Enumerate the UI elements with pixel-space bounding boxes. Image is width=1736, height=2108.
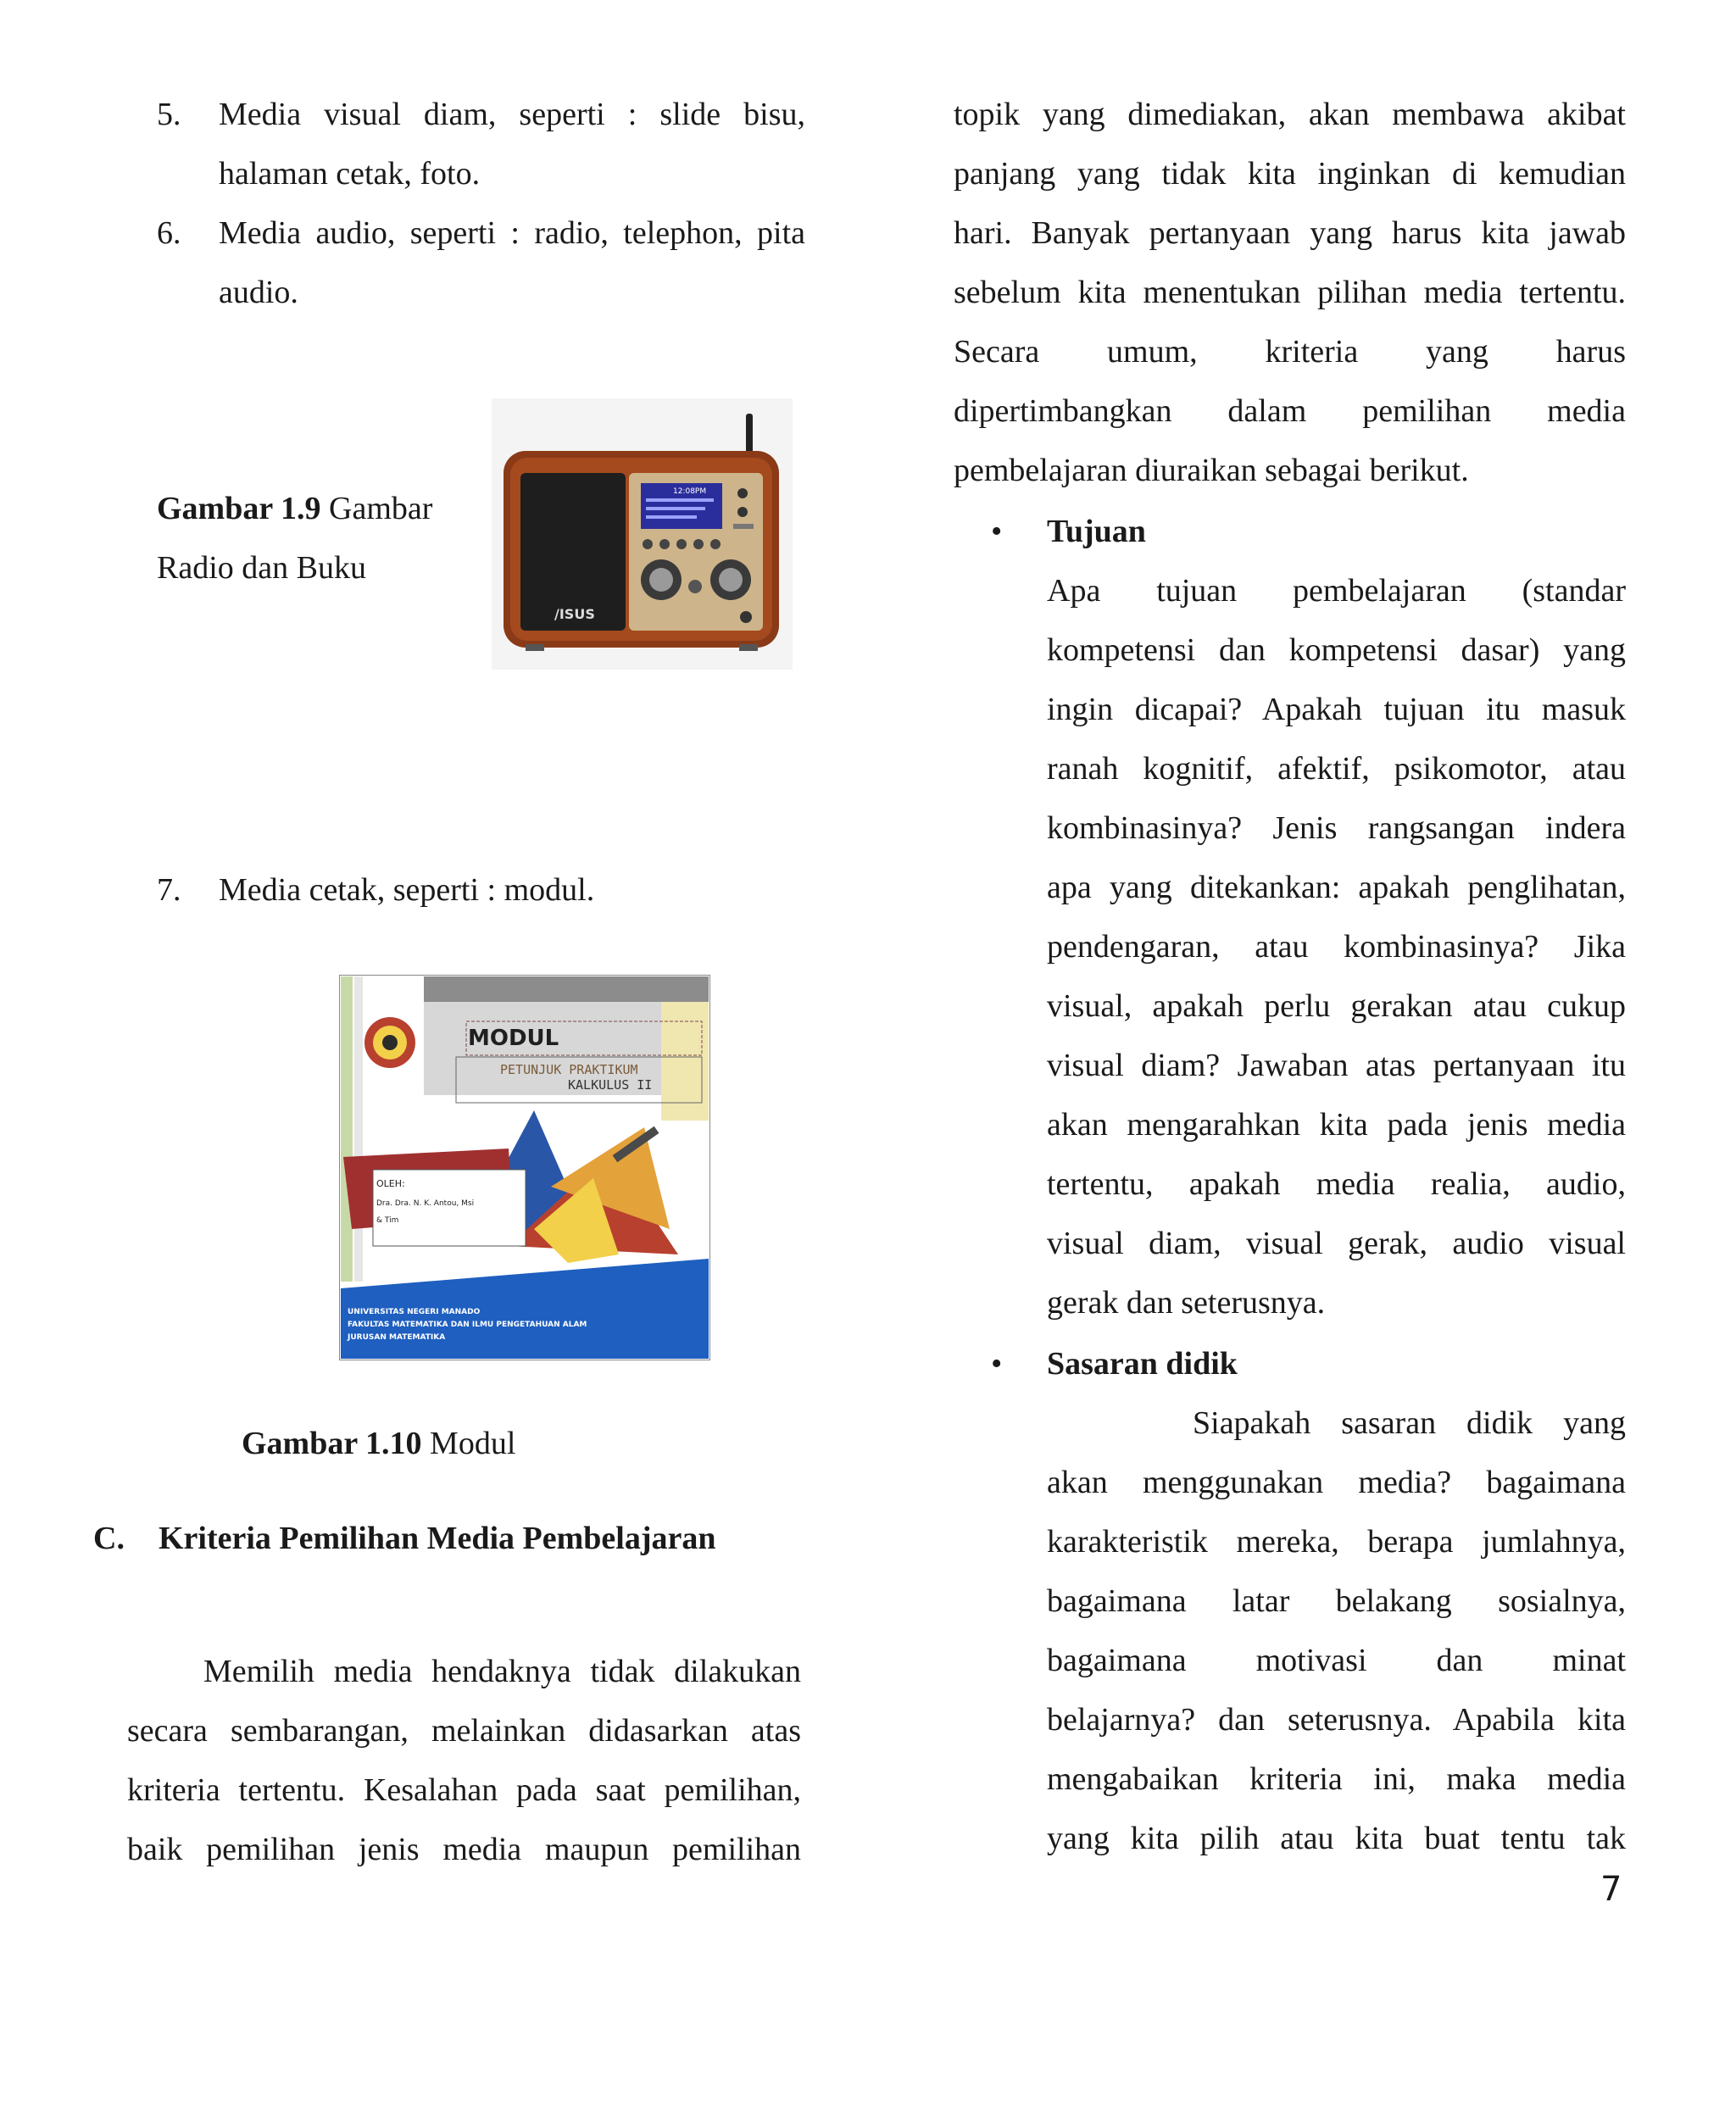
bullet-line: mengabaikan kriteria ini, maka media [1047, 1761, 1626, 1797]
left-paragraph [127, 1642, 801, 1879]
figure-caption-modul [242, 1414, 515, 1473]
intro-line: dipertimbangkan dalam pemilihan media [954, 393, 1626, 429]
cover-tim: & Tim [376, 1216, 399, 1225]
bullet-sasaran-heading [954, 1334, 1626, 1393]
list-text-line: audio. [219, 275, 298, 310]
bullet-title: Tujuan [1047, 514, 1146, 549]
bullet-line: ingin dicapai? Apakah tujuan itu masuk [1047, 692, 1626, 727]
paragraph-line: secara sembarangan, melainkan didasarkan atas [127, 1713, 801, 1749]
bullet-line: bagaimana motivasi dan minat [1047, 1643, 1626, 1678]
paragraph-line: Memilih media hendaknya tidak dilakukan [203, 1654, 801, 1689]
bullet-line: visual diam? Jawaban atas pertanyaan itu [1047, 1048, 1626, 1083]
left-column [93, 85, 805, 322]
intro-line: hari. Banyak pertanyaan yang harus kita jawab [954, 215, 1626, 251]
bullet-line: yang kita pilih atau kita buat tentu tak [1047, 1821, 1626, 1856]
caption-label: Gambar 1.10 [242, 1426, 422, 1461]
cover-oleh: OLEH: [376, 1178, 405, 1189]
bullet-line: akan menggunakan media? bagaimana [1047, 1465, 1626, 1500]
bullet-line: apa yang ditekankan: apakah penglihatan, [1047, 870, 1626, 905]
cover-subtitle: KALKULUS II [568, 1077, 653, 1093]
bullet-line: tertentu, apakah media realia, audio, [1047, 1166, 1626, 1202]
cover-title: MODUL [468, 1026, 559, 1051]
caption-text: Radio dan Buku [157, 550, 366, 586]
list-item [93, 85, 805, 203]
list-number: 6. [157, 215, 181, 251]
cover-footer: UNIVERSITAS NEGERI MANADO [348, 1308, 481, 1316]
list-text-line: halaman cetak, foto. [219, 156, 481, 192]
cover-subtitle: PETUNJUK PRAKTIKUM [500, 1062, 638, 1077]
radio-image [492, 398, 793, 670]
bullet-line: kompetensi dan kompetensi dasar) yang [1047, 632, 1626, 668]
cover-footer: FAKULTAS MATEMATIKA DAN ILMU PENGETAHUAN ALAM [348, 1321, 587, 1329]
intro-line: Secara umum, kriteria yang harus [954, 334, 1626, 370]
paragraph-line: kriteria tertentu. Kesalahan pada saat pemilihan, [127, 1772, 801, 1808]
bullet-line: ranah kognitif, afektif, psikomotor, atau [1047, 751, 1626, 787]
bullet-line: karakteristik mereka, berapa jumlahnya, [1047, 1524, 1626, 1560]
bullet-line: gerak dan seterusnya. [1047, 1285, 1326, 1321]
intro-line: pembelajaran diuraikan sebagai berikut. [954, 453, 1469, 488]
list-text-line: Media cetak, seperti : modul. [219, 872, 595, 908]
bullet-line: Apa tujuan pembelajaran (standar [1047, 573, 1626, 609]
list-number: 5. [157, 97, 181, 132]
intro-line: topik yang dimediakan, akan membawa akibat [954, 97, 1626, 132]
bullet-line: pendengaran, atau kombinasinya? Jika [1047, 929, 1626, 965]
right-column [954, 85, 1626, 1868]
bullet-line: kombinasinya? Jenis rangsangan indera [1047, 810, 1626, 846]
modul-cover-image [339, 975, 710, 1360]
bullet-line: visual, apakah perlu gerakan atau cukup [1047, 988, 1626, 1024]
list-number: 7. [157, 872, 181, 908]
bullet-title: Sasaran didik [1047, 1346, 1238, 1382]
cover-footer: JURUSAN MATEMATIKA [348, 1333, 446, 1342]
paragraph-line: baik pemilihan jenis media maupun pemilihan [127, 1832, 801, 1867]
bullet-line: bagaimana latar belakang sosialnya, [1047, 1583, 1626, 1619]
list-item-7 [93, 860, 805, 920]
intro-line: sebelum kita menentukan pilihan media tertentu. [954, 275, 1626, 310]
display-time: 12:08PM [673, 487, 707, 496]
bullet-icon: • [991, 1346, 1003, 1382]
bullet-sasaran-body [954, 1393, 1626, 1868]
figure-caption-radio [157, 479, 479, 598]
bullet-line: belajarnya? dan seterusnya. Apabila kita [1047, 1702, 1626, 1738]
bullet-line: visual diam, visual gerak, audio visual [1047, 1226, 1626, 1261]
cover-author: Dra. Dra. N. K. Antou, Msi [376, 1199, 475, 1208]
list-item [93, 203, 805, 322]
caption-label: Gambar 1.9 [157, 491, 321, 526]
caption-text: Gambar [320, 491, 433, 526]
radio-brand: /ISUS [554, 606, 595, 622]
list-text-line: Media visual diam, seperti : slide bisu, [219, 97, 805, 132]
caption-text: Modul [421, 1426, 516, 1461]
bullet-line: Siapakah sasaran didik yang [1193, 1405, 1626, 1441]
bullet-tujuan-body [954, 561, 1626, 1332]
intro-line: panjang yang tidak kita inginkan di kemudian [954, 156, 1626, 192]
list-text-line: Media audio, seperti : radio, telephon, pita [219, 215, 805, 251]
section-letter: C. [93, 1521, 125, 1556]
bullet-line: akan mengarahkan kita pada jenis media [1047, 1107, 1626, 1143]
bullet-icon: • [991, 514, 1003, 549]
page-number: 7 [1600, 1870, 1622, 1909]
section-title: Kriteria Pemilihan Media Pembelajaran [159, 1521, 716, 1556]
bullet-tujuan-heading [954, 502, 1626, 561]
